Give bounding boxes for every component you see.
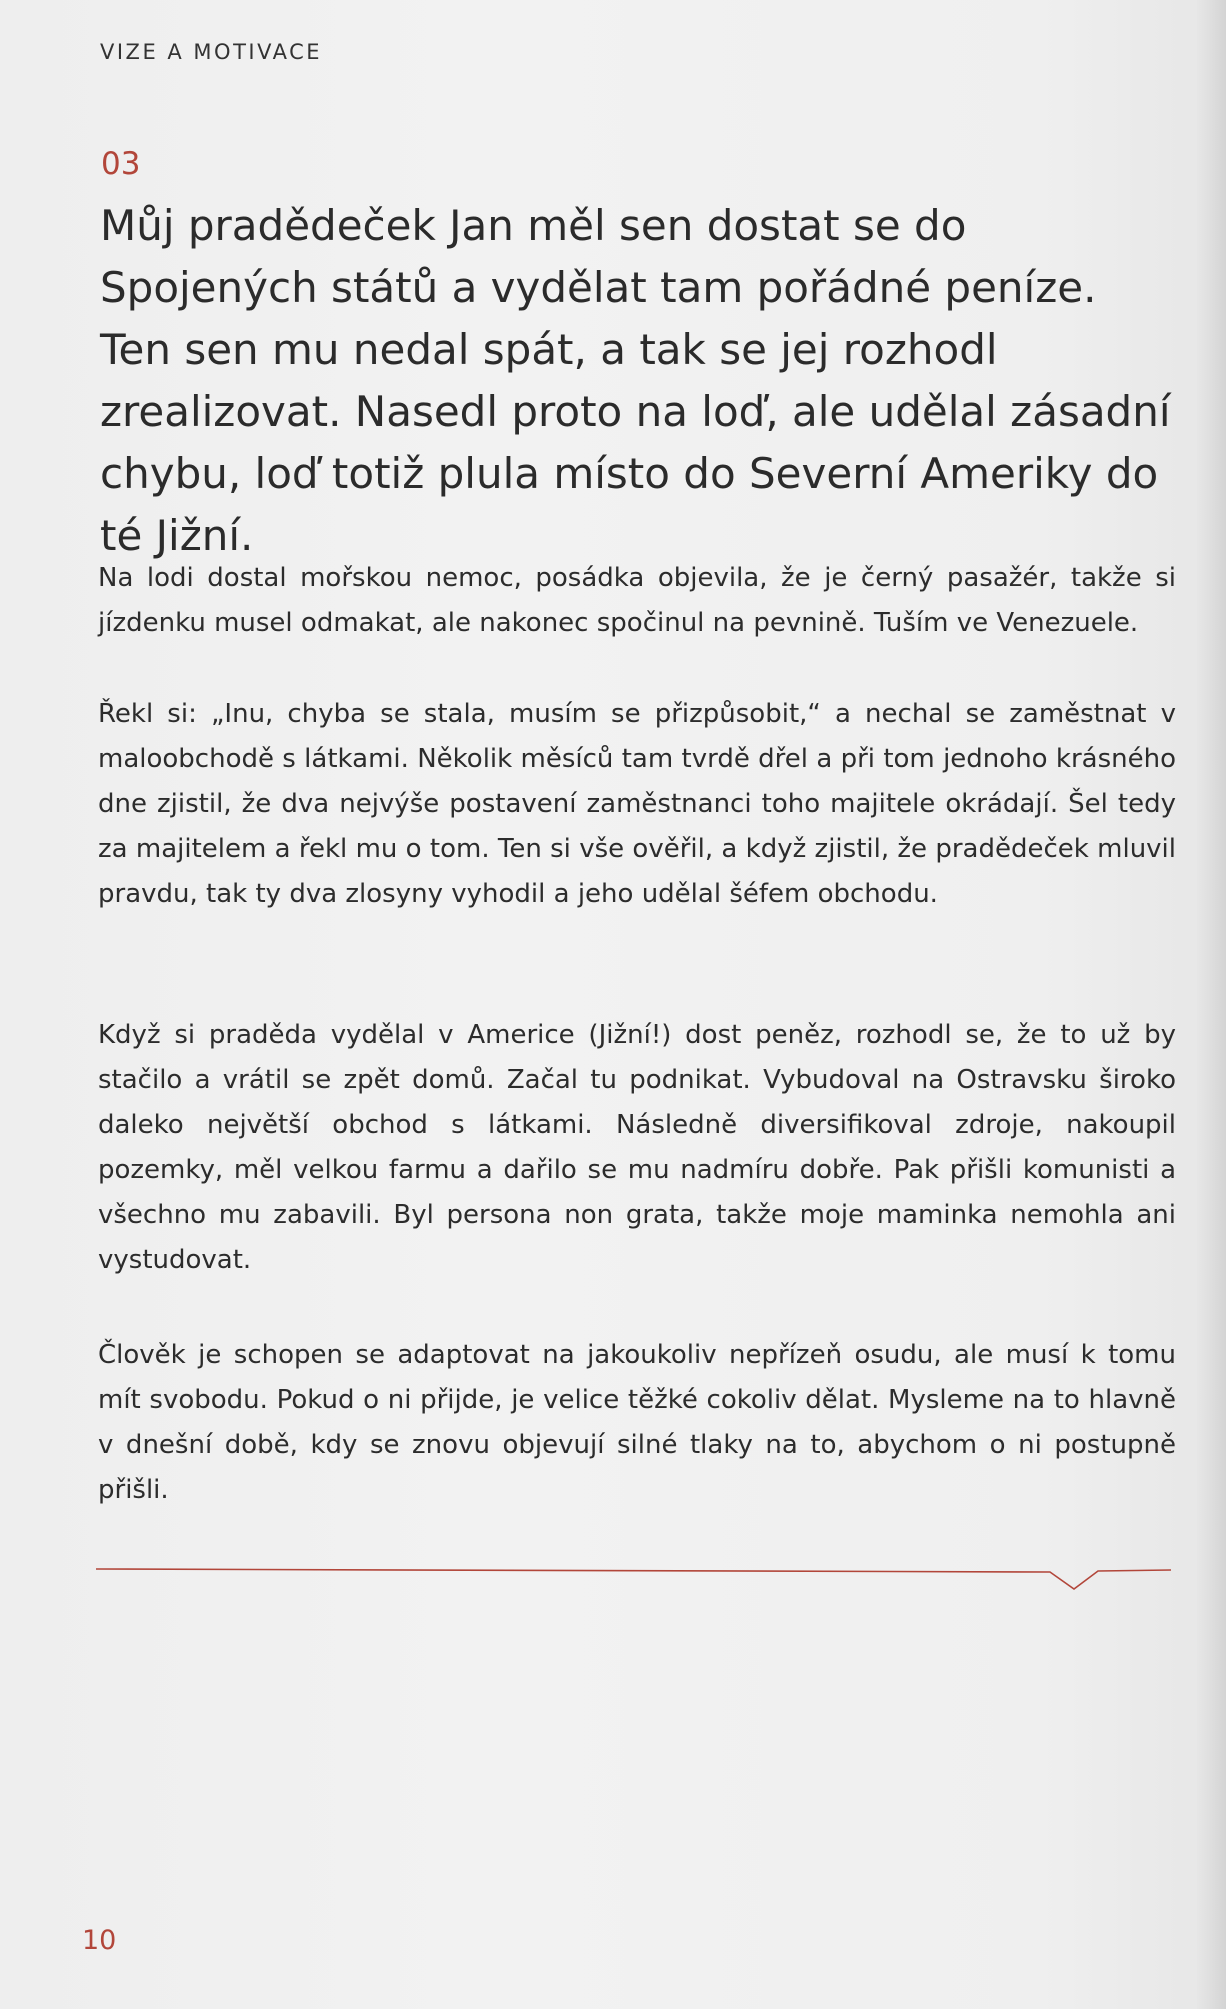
- lead-paragraph: Můj pradědeček Jan měl sen dostat se do Spojených států a vydělat tam pořádné peníze. Ten sen mu nedal spát, a tak se jej rozhodl zrealizovat. Nasedl proto na loď, ale udělal zásadní chybu, loď totiž plula místo do Severní Ameriky do té Jižní.: [100, 201, 1171, 560]
- divider-chevron-ornament: [96, 1555, 1171, 1595]
- running-head: VIZE A MOTIVACE: [100, 40, 323, 64]
- body-paragraph: Člověk je schopen se adaptovat na jakoukoliv nepřízeň osudu, ale musí k tomu mít svobodu. Pokud o ni přijde, je velice těžké cokoliv dělat. Mysleme na to hlavně v dnešní době, kdy se znovu objevují silné tlaky na to, abychom o ni postupně přišli.: [98, 1340, 1176, 1505]
- body-paragraph: Na lodi dostal mořskou nemoc, posádka objevila, že je černý pasažér, takže si jízdenku musel odmakat, ale nakonec spočinul na pevnině. Tuším ve Venezuele.: [98, 563, 1176, 638]
- page-number: 10: [82, 1925, 117, 1956]
- body-paragraph: Když si praděda vydělal v Americe (Jižní!) dost peněz, rozhodl se, že to už by stačilo a vrátil se zpět domů. Začal tu podnikat. Vybudoval na Ostravsku široko daleko největší obchod s látkami. Následně diversifikoval zdroje, nakoupil pozemky, měl velkou farmu a dařilo se mu nadmíru dobře. Pak přišli komunisti a všechno mu zabavili. Byl persona non grata, takže moje maminka nemohla ani vystudovat.: [98, 1020, 1176, 1275]
- section-number: 03: [101, 146, 141, 182]
- body-paragraph: Řekl si: „Inu, chyba se stala, musím se přizpůsobit,“ a nechal se zaměstnat v maloobchodě s látkami. Několik měsíců tam tvrdě dřel a při tom jednoho krásného dne zjistil, že dva nejvýše postavení zaměstnanci toho majitele okrádají. Šel tedy za majitelem a řekl mu o tom. Ten si vše ověřil, a když zjistil, že pradědeček mluvil pravdu, tak ty dva zlosyny vyhodil a jeho udělal šéfem obchodu.: [98, 699, 1176, 909]
